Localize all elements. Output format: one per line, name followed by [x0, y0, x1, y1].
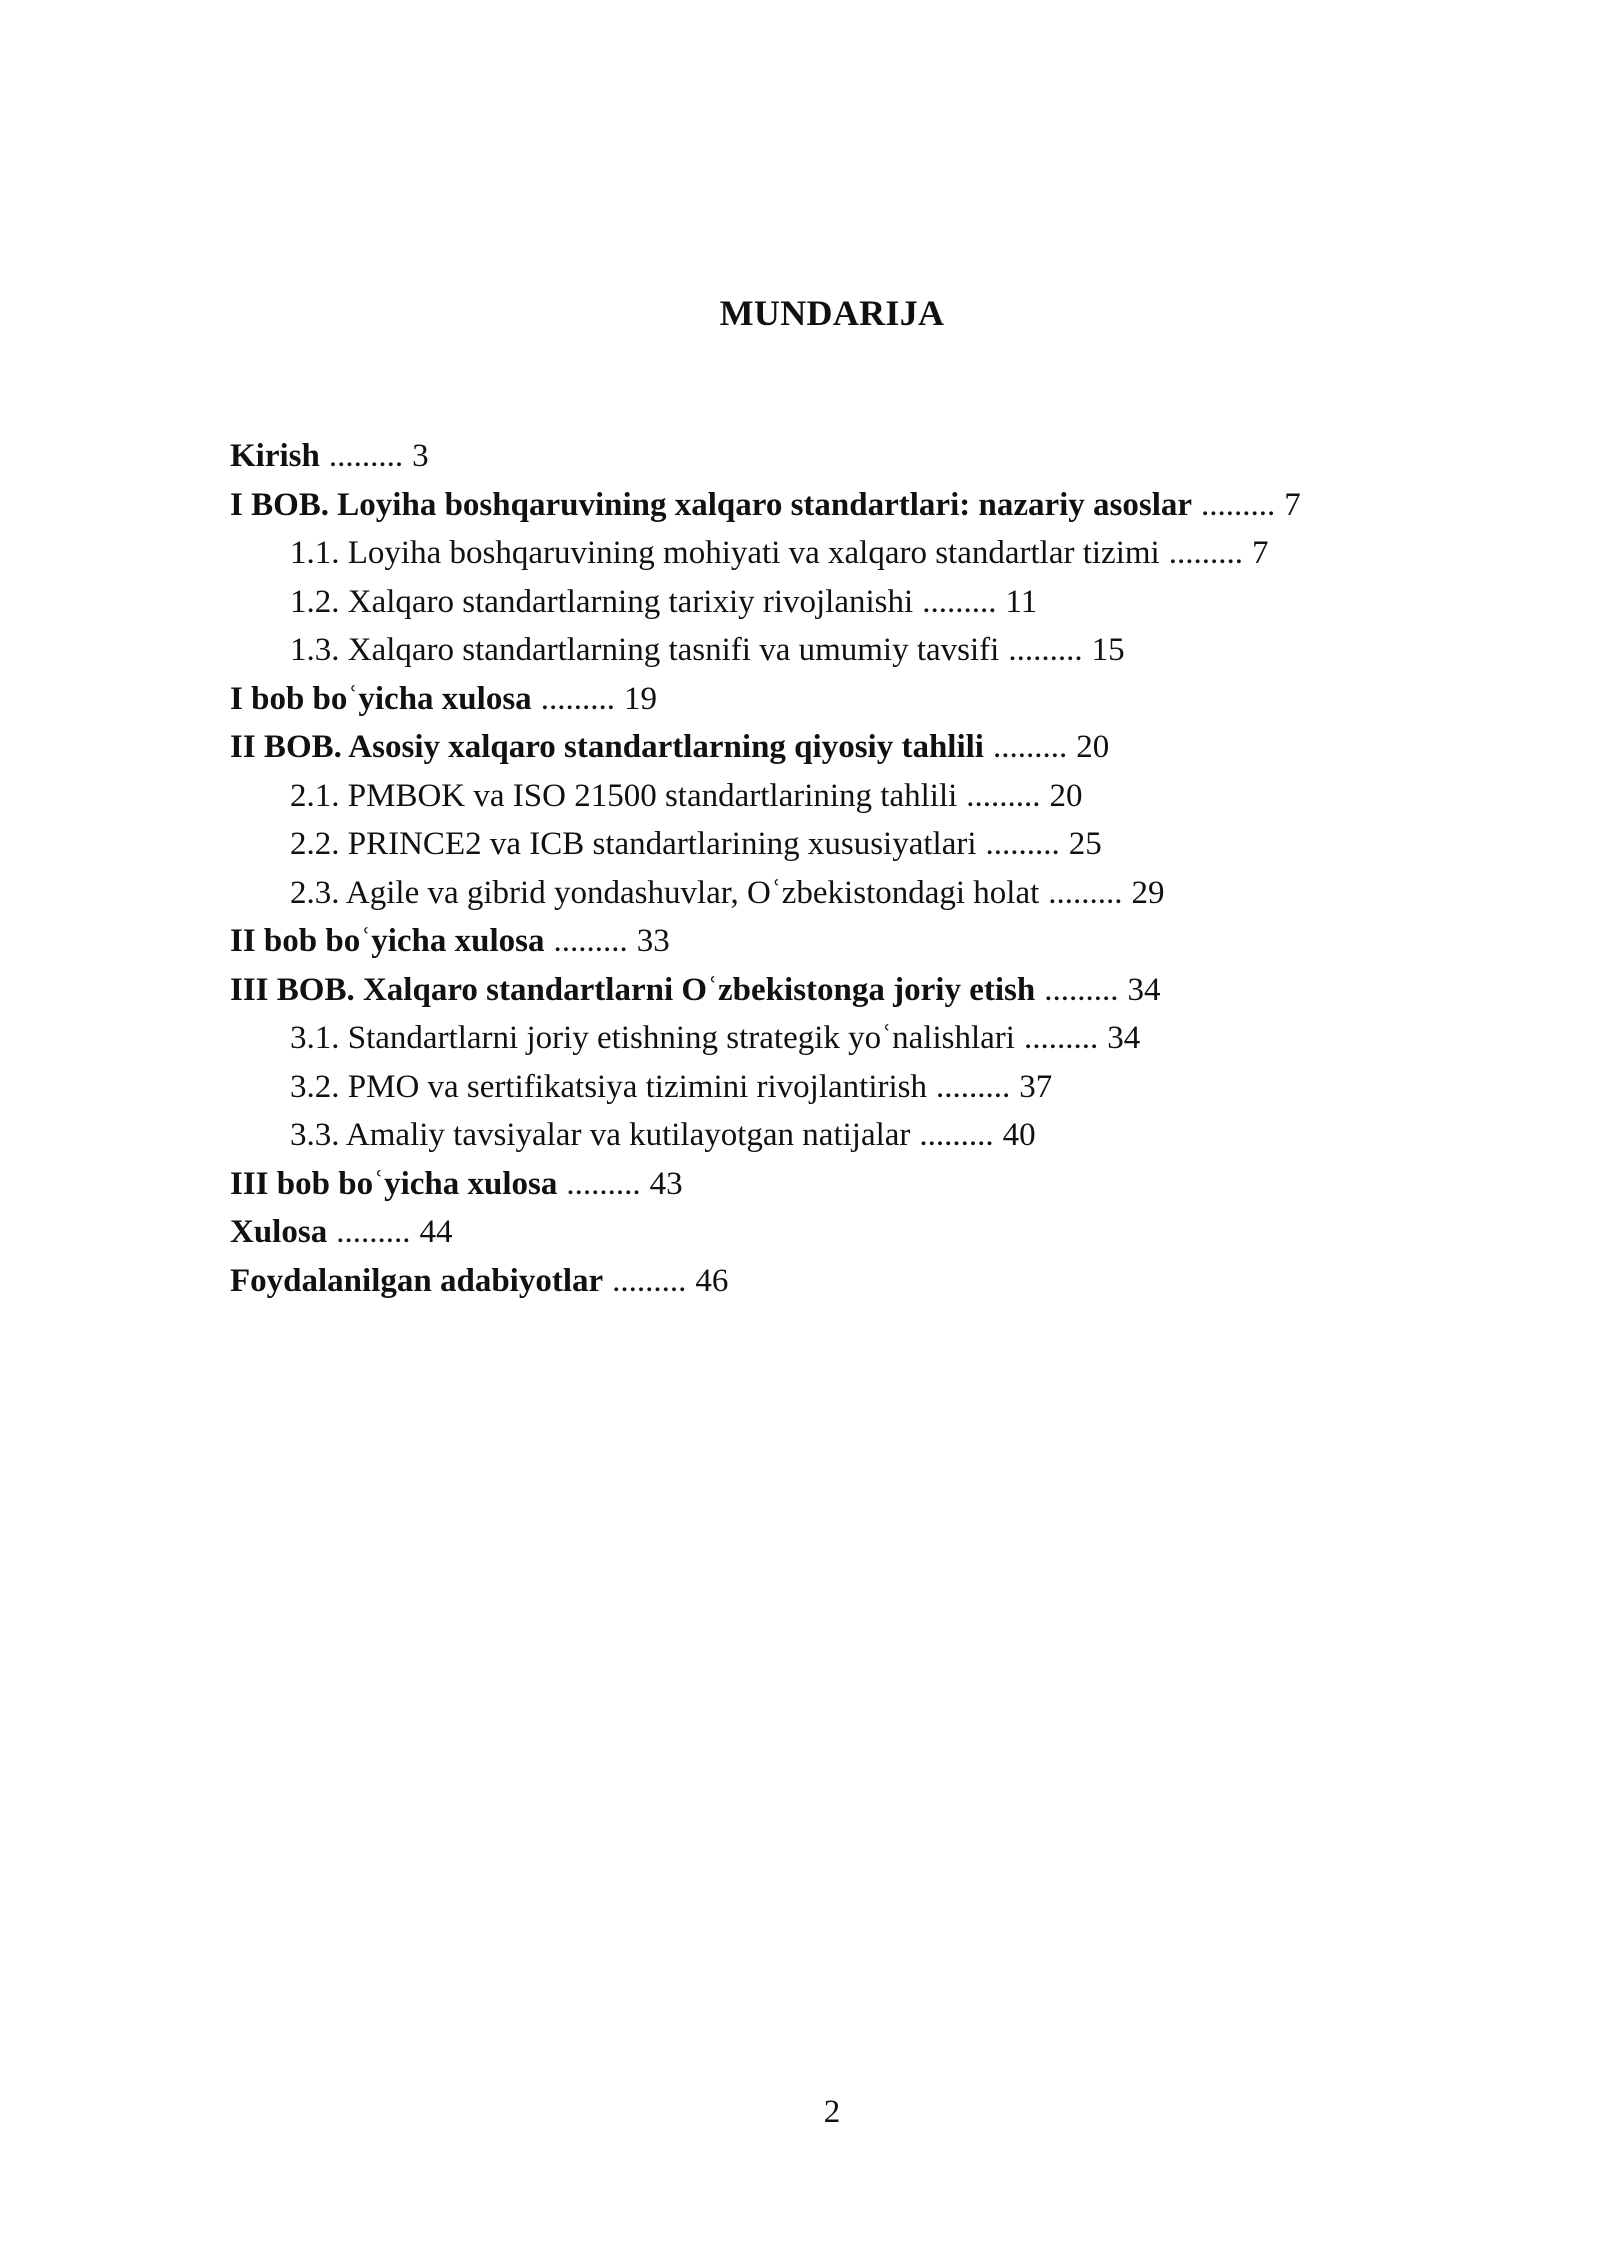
toc-entry-leader-dots: .........	[1008, 632, 1083, 668]
toc-section-entry	[230, 1063, 1430, 1112]
toc-chapter-entry	[230, 917, 1430, 966]
toc-entry-page-number: 7	[1284, 486, 1301, 523]
toc-entry-page-number: 25	[1068, 826, 1102, 862]
toc-chapter-entry	[230, 1257, 1430, 1306]
toc-entry-label: 1.2. Xalqaro standartlarning tarixiy rivojlanishi	[290, 583, 914, 620]
toc-entry-leader-dots: .........	[540, 680, 615, 717]
toc-entry-page-number: 20	[1076, 729, 1110, 765]
toc-entry-leader-dots: .........	[328, 438, 404, 474]
toc-entry-label: 2.1. PMBOK va ISO 21500 standartlarining tahlili	[290, 777, 958, 814]
toc-entry-label: 3.3. Amaliy tavsiyalar va kutilayotgan natijalar	[290, 1117, 911, 1153]
toc-entry-page-number: 19	[623, 680, 657, 717]
table-of-contents	[230, 432, 1430, 1305]
toc-entry-page-number: 34	[1127, 971, 1161, 1008]
toc-section-entry	[230, 529, 1430, 578]
toc-chapter-entry	[230, 1208, 1430, 1257]
toc-entry-leader-dots: .........	[1048, 874, 1123, 911]
toc-entry-label: 2.3. Agile va gibrid yondashuvlar, Oʿzbekistondagi holat	[290, 874, 1040, 911]
toc-entry-label: Xulosa	[230, 1214, 328, 1250]
toc-entry-leader-dots: .........	[612, 1262, 687, 1299]
toc-entry-page-number: 20	[1049, 777, 1083, 814]
toc-entry-page-number: 7	[1251, 535, 1269, 571]
toc-section-entry	[230, 772, 1430, 821]
toc-entry-leader-dots: .........	[992, 729, 1068, 765]
toc-entry-leader-dots: .........	[966, 777, 1041, 814]
toc-entry-leader-dots: .........	[922, 583, 997, 620]
toc-entry-label: 1.3. Xalqaro standartlarning tasnifi va umumiy tavsifi	[290, 632, 1000, 668]
toc-entry-page-number: 15	[1091, 632, 1125, 668]
toc-entry-leader-dots: .........	[919, 1117, 994, 1153]
toc-entry-label: III bob boʿyicha xulosa	[230, 1165, 558, 1202]
toc-entry-label: 2.2. PRINCE2 va ICB standartlarining xususiyatlari	[290, 826, 977, 862]
toc-entry-leader-dots: .........	[936, 1068, 1011, 1105]
toc-chapter-entry	[230, 1160, 1430, 1209]
page-number: 2	[823, 2094, 841, 2130]
toc-entry-label: II bob boʿyicha xulosa	[230, 923, 545, 959]
toc-section-entry	[230, 626, 1430, 675]
toc-section-entry	[230, 820, 1430, 869]
toc-chapter-entry	[230, 723, 1430, 772]
toc-entry-leader-dots: .........	[336, 1214, 411, 1250]
toc-entry-page-number: 29	[1131, 874, 1165, 911]
toc-entry-label: I BOB. Loyiha boshqaruvining xalqaro standartlari: nazariy asoslar	[230, 486, 1193, 523]
toc-entry-leader-dots: .........	[553, 923, 628, 959]
toc-entry-label: Kirish	[230, 438, 320, 474]
toc-entry-page-number: 33	[636, 923, 670, 959]
toc-entry-label: Foydalanilgan adabiyotlar	[230, 1262, 604, 1299]
toc-entry-label: 3.1. Standartlarni joriy etishning strategik yoʿnalishlari	[290, 1020, 1015, 1056]
toc-entry-page-number: 34	[1107, 1020, 1141, 1056]
toc-section-entry	[230, 869, 1430, 918]
toc-chapter-entry	[230, 481, 1430, 530]
toc-entry-leader-dots: .........	[985, 826, 1060, 862]
toc-entry-page-number: 3	[412, 438, 429, 474]
toc-entry-page-number: 11	[1005, 583, 1038, 620]
toc-section-entry	[230, 1014, 1430, 1063]
toc-chapter-entry	[230, 966, 1430, 1015]
toc-entry-page-number: 43	[649, 1165, 683, 1202]
toc-entry-page-number: 44	[419, 1214, 453, 1250]
toc-section-entry	[230, 1111, 1430, 1160]
toc-entry-label: III BOB. Xalqaro standartlarni Oʿzbekistonga joriy etish	[230, 971, 1036, 1008]
toc-entry-leader-dots: .........	[566, 1165, 641, 1202]
toc-entry-label: 1.1. Loyiha boshqaruvining mohiyati va xalqaro standartlar tizimi	[290, 535, 1160, 571]
toc-entry-leader-dots: .........	[1201, 486, 1276, 523]
toc-entry-page-number: 46	[695, 1262, 729, 1299]
toc-chapter-entry	[230, 432, 1430, 481]
toc-entry-label: I bob boʿyicha xulosa	[230, 680, 532, 717]
toc-entry-leader-dots: .........	[1023, 1020, 1099, 1056]
toc-entry-leader-dots: .........	[1168, 535, 1243, 571]
toc-entry-label: II BOB. Asosiy xalqaro standartlarning qiyosiy tahlili	[230, 729, 984, 765]
document-title: MUNDARIJA	[719, 293, 945, 333]
toc-entry-page-number: 40	[1002, 1117, 1036, 1153]
toc-entry-page-number: 37	[1019, 1068, 1053, 1105]
toc-section-entry	[230, 578, 1430, 627]
toc-chapter-entry	[230, 675, 1430, 724]
toc-entry-leader-dots: .........	[1044, 971, 1119, 1008]
toc-entry-label: 3.2. PMO va sertifikatsiya tizimini rivojlantirish	[290, 1068, 928, 1105]
